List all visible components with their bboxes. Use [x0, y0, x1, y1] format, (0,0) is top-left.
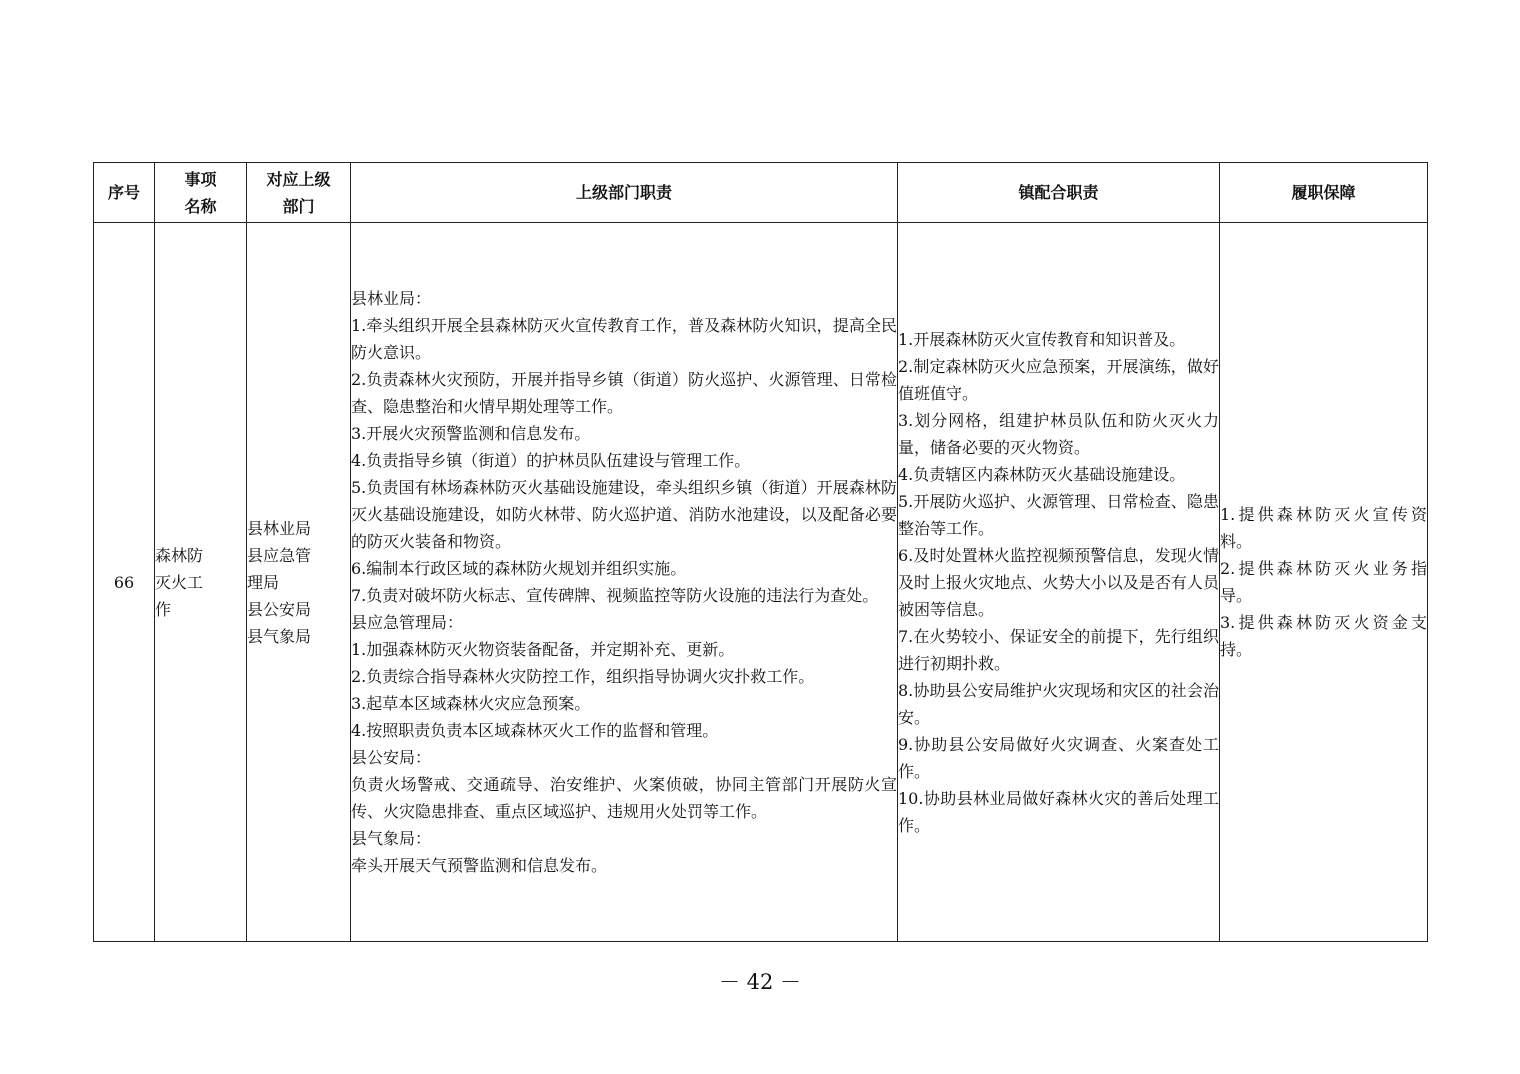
item-name-line: 森林防: [155, 545, 204, 565]
department-line: 县应急管: [247, 545, 312, 565]
row-number: 66: [94, 223, 155, 942]
town-duty-paragraph: 3.划分网格，组建护林员队伍和防火灭火力量，储备必要的灭火物资。: [898, 410, 1219, 457]
duty-paragraph: 牵头开展天气预警监测和信息发布。: [351, 856, 608, 875]
department-line: 县气象局: [247, 626, 312, 646]
town-duty-paragraph: 1.开展森林防灭火宣传教育和知识普及。: [898, 329, 1186, 349]
item-name-cell: [155, 223, 247, 942]
header-superior-department: 对应上级 部门: [247, 163, 351, 223]
duty-paragraph: 2.负责综合指导森林火灾防控工作，组织指导协调火灾扑救工作。: [351, 667, 815, 686]
duty-paragraph: 6.编制本行政区域的森林防火规划并组织实施。: [351, 559, 687, 578]
page-number: － 42 －: [718, 970, 802, 994]
guarantee-paragraph: 3.提供森林防灭火资金支持。: [1220, 613, 1427, 659]
duty-paragraph: 4.负责指导乡镇（街道）的护林员队伍建设与管理工作。: [351, 451, 751, 470]
duty-paragraph: 5.负责国有林场森林防灭火基础设施建设，牵头组织乡镇（街道）开展森林防灭火基础设施建设，如防火林带、防火巡护道、消防水池建设，以及配备必要的防灭火装备和物资。: [351, 478, 897, 551]
town-duty-paragraph: 10.协助县林业局做好森林火灾的善后处理工作。: [898, 788, 1219, 835]
header-guarantee: 履职保障: [1220, 163, 1428, 223]
town-duty-paragraph: 7.在火势较小、保证安全的前提下，先行组织进行初期扑救。: [898, 626, 1219, 673]
town-duties-cell: [898, 223, 1220, 942]
superior-duties-cell: [351, 223, 898, 942]
duty-paragraph: 县林业局：: [351, 289, 432, 308]
town-duty-paragraph: 5.开展防火巡护、火源管理、日常检查、隐患整治等工作。: [898, 491, 1219, 538]
item-name-line: 作: [155, 599, 172, 619]
town-duty-paragraph: 4.负责辖区内森林防灭火基础设施建设。: [898, 464, 1186, 484]
header-row: [94, 163, 1428, 223]
department-line: 县林业局: [247, 518, 312, 538]
header-item-name: 事项 名称: [155, 163, 247, 223]
item-name-line: 灭火工: [155, 572, 204, 592]
town-duty-paragraph: 2.制定森林防灭火应急预案，开展演练，做好值班值守。: [898, 356, 1219, 403]
town-duty-paragraph: 6.及时处置林火监控视频预警信息，发现火情及时上报火灾地点、火势大小以及是否有人员被困等信息。: [898, 545, 1219, 619]
duty-paragraph: 2.负责森林火灾预防，开展并指导乡镇（街道）防火巡护、火源管理、日常检查、隐患整治和火情早期处理等工作。: [351, 370, 897, 416]
duty-paragraph: 1.牵头组织开展全县森林防灭火宣传教育工作，普及森林防火知识，提高全民防火意识。: [351, 316, 897, 362]
department-line: 县公安局: [247, 599, 312, 619]
duty-paragraph: 3.起草本区域森林火灾应急预案。: [351, 694, 591, 713]
guarantee-paragraph: 2.提供森林防灭火业务指导。: [1220, 559, 1427, 605]
town-duty-paragraph: 9.协助县公安局做好火灾调查、火案查处工作。: [898, 734, 1219, 781]
table-row: [94, 223, 1428, 942]
duty-paragraph: 7.负责对破坏防火标志、宣传碑牌、视频监控等防火设施的违法行为查处。: [351, 586, 879, 605]
header-number: 序号: [94, 163, 155, 223]
duty-paragraph: 县气象局：: [351, 829, 432, 848]
duty-paragraph: 1.加强森林防灭火物资装备配备，并定期补充、更新。: [351, 640, 735, 659]
town-duty-paragraph: 8.协助县公安局维护火灾现场和灾区的社会治安。: [898, 680, 1219, 727]
duty-paragraph: 3.开展火灾预警监测和信息发布。: [351, 424, 591, 443]
duty-paragraph: 县应急管理局：: [351, 613, 464, 632]
guarantee-cell: [1220, 223, 1428, 942]
duty-table: [93, 162, 1428, 942]
duty-paragraph: 县公安局：: [351, 748, 432, 767]
department-cell: [247, 223, 351, 942]
duty-paragraph: 负责火场警戒、交通疏导、治安维护、火案侦破，协同主管部门开展防火宣传、火灾隐患排查、重点区域巡护、违规用火处罚等工作。: [351, 775, 897, 821]
department-line: 理局: [247, 572, 280, 592]
header-town-duties: 镇配合职责: [898, 163, 1220, 223]
duty-paragraph: 4.按照职责负责本区域森林灭火工作的监督和管理。: [351, 721, 719, 740]
header-superior-duties: 上级部门职责: [351, 163, 898, 223]
guarantee-paragraph: 1.提供森林防灭火宣传资料。: [1220, 505, 1427, 551]
